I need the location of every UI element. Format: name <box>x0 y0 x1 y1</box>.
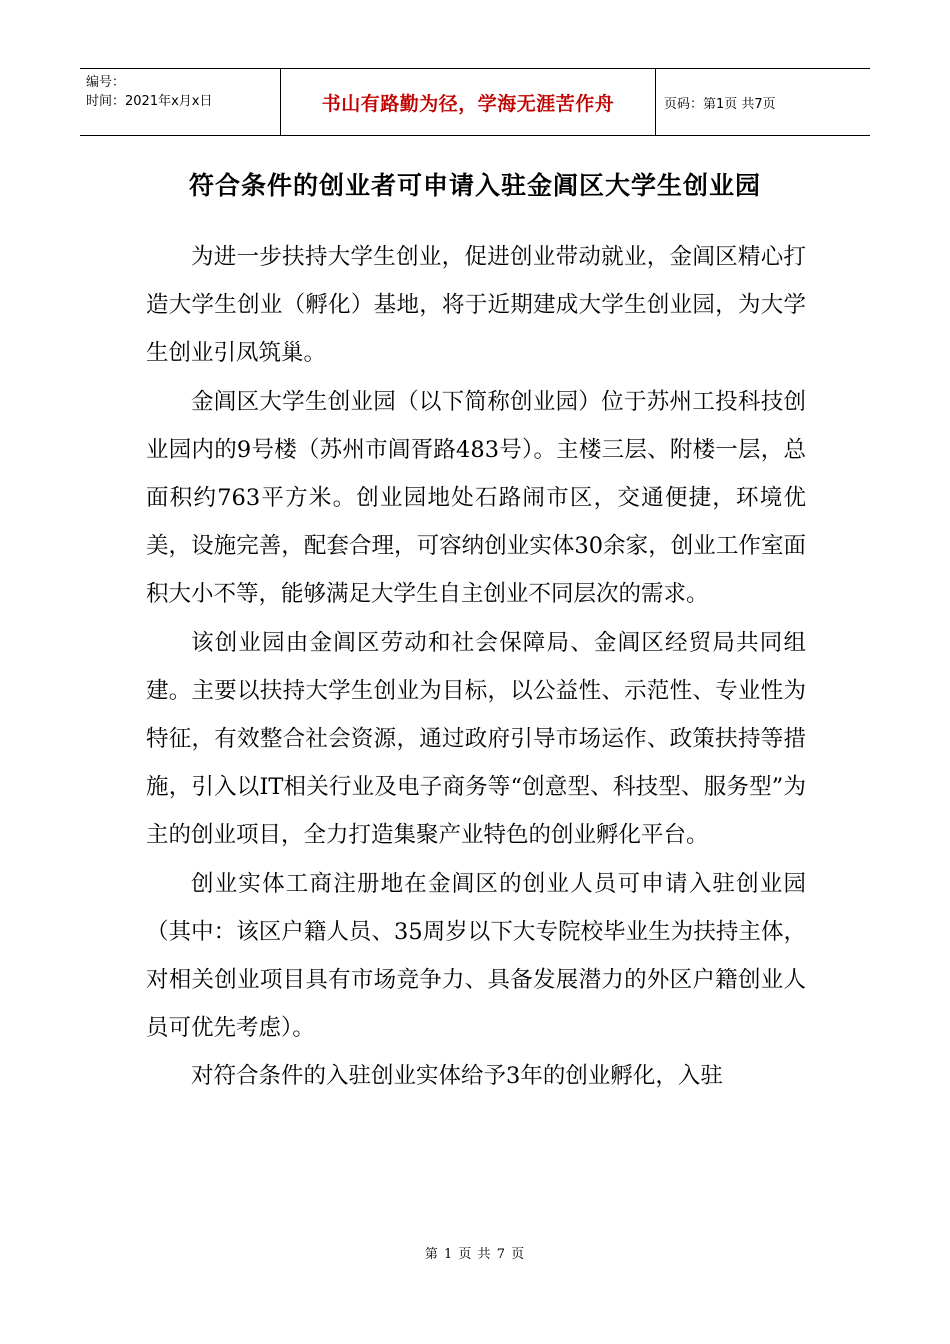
document-body <box>146 233 806 1101</box>
header-motto: 书山有路勤为径，学海无涯苦作舟 <box>281 69 656 135</box>
paragraph: 对符合条件的入驻创业实体给予3年的创业孵化，入驻 <box>191 1063 723 1090</box>
paragraph: 为进一步扶持大学生创业，促进创业带动就业，金阊区精心打造大学生创业（孵化）基地，将于近期建成大学生创业园，为大学生创业引凤筑巢。 <box>146 244 806 367</box>
paragraph: 创业实体工商注册地在金阊区的创业人员可申请入驻创业园（其中：该区户籍人员、35周岁以下大专院校毕业生为扶持主体，对相关创业项目具有市场竞争力、具备发展潜力的外区户籍创业人员可优先考虑）。 <box>146 870 806 1042</box>
paragraph: 该创业园由金阊区劳动和社会保障局、金阊区经贸局共同组建。主要以扶持大学生创业为目标，以公益性、示范性、专业性为特征，有效整合社会资源，通过政府引导市场运作、政策扶持等措施，引入以IT相关行业及电子商务等“创意型、科技型、服务型”为主的创业项目，全力打造集聚产业特色的创业孵化平台。 <box>146 629 806 849</box>
page-header <box>80 68 870 136</box>
document-title: 符合条件的创业者可申请入驻金阊区大学生创业园 <box>188 171 761 200</box>
header-meta <box>80 69 281 135</box>
paragraph: 金阊区大学生创业园（以下简称创业园）位于苏州工投科技创业园内的9号楼（苏州市阊胥路483号）。主楼三层、附楼一层，总面积约763平方米。创业园地处石路闹市区，交通便捷，环境优美，设施完善，配套合理，可容纳创业实体30余家，创业工作室面积大小不等，能够满足大学生自主创业不同层次的需求。 <box>146 388 806 608</box>
document-number: 编号： <box>86 75 126 90</box>
page-footer: 第 1 页 共 7 页 <box>424 1247 526 1262</box>
header-page-info: 页码：第1页 共7页 <box>664 96 776 112</box>
document-date: 时间：2021年x月x日 <box>86 94 213 109</box>
